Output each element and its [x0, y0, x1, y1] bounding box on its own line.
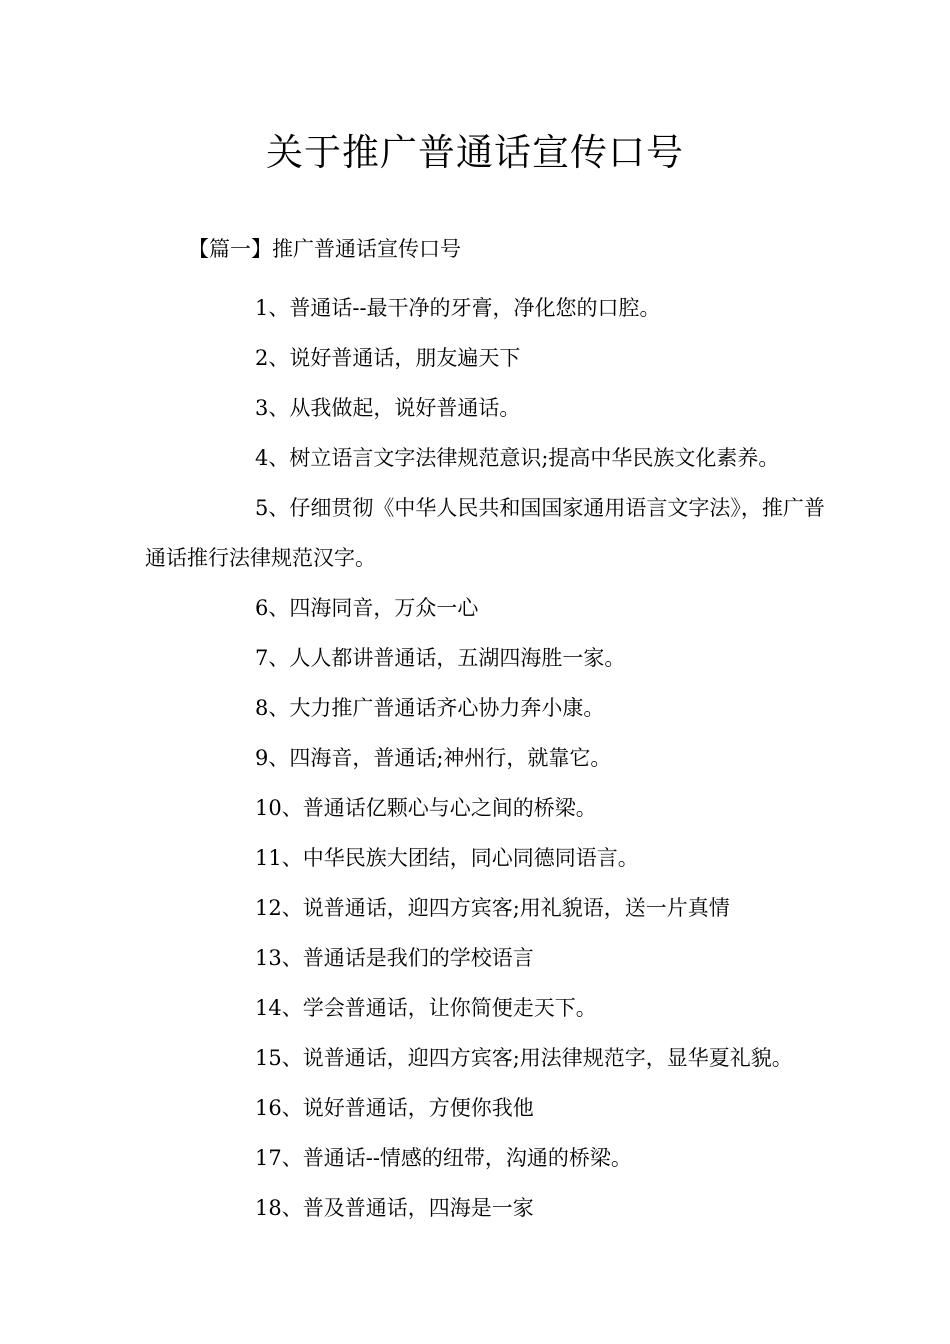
slogan-list — [145, 283, 835, 1233]
list-item: 7、人人都讲普通话，五湖四海胜一家。 — [255, 646, 626, 670]
list-item: 12、说普通话，迎四方宾客;用礼貌语，送一片真情 — [255, 896, 730, 920]
list-item: 16、说好普通话，方便你我他 — [255, 1096, 534, 1120]
list-item: 10、普通话亿颗心与心之间的桥梁。 — [255, 796, 597, 820]
list-item: 11、中华民族大团结，同心同德同语言。 — [255, 846, 639, 870]
list-item: 4、树立语言文字法律规范意识;提高中华民族文化素养。 — [255, 446, 780, 470]
list-item: 9、四海音，普通话;神州行，就靠它。 — [255, 746, 612, 770]
document-title: 关于推广普通话宣传口号 — [266, 131, 684, 174]
list-item: 1、普通话--最干净的牙膏，净化您的口腔。 — [255, 296, 661, 320]
list-item: 5、仔细贯彻《中华人民共和国国家通用语言文字法》，推广普通话推行法律规范汉字。 — [145, 496, 825, 570]
list-item: 6、四海同音，万众一心 — [255, 596, 479, 620]
list-item: 3、从我做起，说好普通话。 — [255, 396, 521, 420]
list-item: 18、普及普通话，四海是一家 — [255, 1196, 534, 1220]
list-item: 8、大力推广普通话齐心协力奔小康。 — [255, 696, 605, 720]
list-item: 2、说好普通话，朋友遍天下 — [255, 346, 521, 370]
list-item: 13、普通话是我们的学校语言 — [255, 946, 534, 970]
section-heading: 【篇一】推广普通话宣传口号 — [188, 237, 461, 261]
list-item: 14、学会普通话，让你简便走天下。 — [255, 996, 597, 1020]
list-item: 15、说普通话，迎四方宾客;用法律规范字，显华夏礼貌。 — [255, 1046, 793, 1070]
list-item: 17、普通话--情感的纽带，沟通的桥梁。 — [255, 1146, 632, 1170]
